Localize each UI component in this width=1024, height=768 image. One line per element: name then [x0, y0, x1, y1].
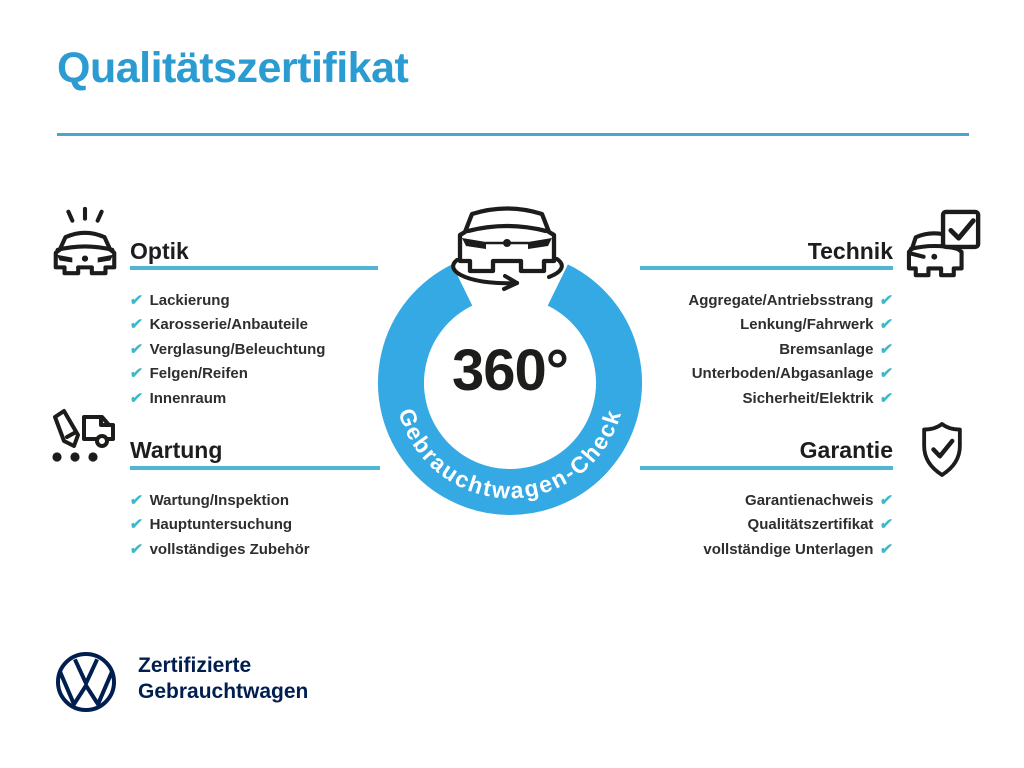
list-item	[633, 488, 893, 513]
360-check-badge	[368, 172, 652, 524]
item-label: Lackierung	[149, 291, 230, 309]
check-icon: ✔	[128, 365, 144, 383]
list-item	[130, 488, 390, 513]
title-divider	[57, 133, 969, 136]
badge-ring-label: Gebrauchtwagen-Check	[393, 404, 627, 504]
section-wartung-title: Wartung	[130, 437, 223, 463]
item-label: Wartung/Inspektion	[149, 491, 290, 509]
check-icon: ✔	[879, 540, 895, 558]
brand-line-1: Zertifizierte	[138, 654, 252, 677]
item-label: Sicherheit/Elektrik	[742, 389, 874, 407]
item-label: Hauptuntersuchung	[149, 516, 293, 534]
section-optik-divider	[130, 266, 378, 270]
section-technik-title: Technik	[807, 238, 893, 264]
list-item	[130, 537, 390, 562]
item-label: Lenkung/Fahrwerk	[740, 316, 874, 334]
badge-degrees: 360°	[452, 338, 568, 403]
item-label: Bremsanlage	[779, 340, 874, 358]
list-item	[633, 313, 893, 338]
car-checklist-icon	[906, 208, 984, 284]
item-label: Felgen/Reifen	[149, 365, 248, 383]
service-checklist-icon	[42, 404, 124, 484]
check-icon: ✔	[128, 340, 144, 358]
list-item	[633, 386, 893, 411]
shiny-car-icon	[46, 203, 124, 283]
vw-logo	[54, 650, 118, 714]
brand-line-2: Gebrauchtwagen	[138, 680, 309, 703]
check-icon: ✔	[879, 516, 895, 534]
list-item	[633, 537, 893, 562]
check-icon: ✔	[128, 389, 144, 407]
check-icon: ✔	[879, 389, 895, 407]
item-label: Qualitätszertifikat	[747, 516, 874, 534]
item-label: Innenraum	[149, 389, 227, 407]
section-garantie-divider	[640, 466, 893, 470]
item-label: Unterboden/Abgasanlage	[691, 365, 874, 383]
check-icon: ✔	[128, 291, 144, 309]
section-wartung-divider	[130, 466, 380, 470]
item-label: vollständiges Zubehör	[149, 540, 310, 558]
list-item	[633, 362, 893, 387]
list-item	[130, 337, 390, 362]
shield-check-icon	[908, 416, 976, 488]
list-item	[633, 288, 893, 313]
list-item	[130, 386, 390, 411]
item-label: vollständige Unterlagen	[703, 540, 874, 558]
check-icon: ✔	[128, 491, 144, 509]
check-icon: ✔	[128, 316, 144, 334]
item-label: Verglasung/Beleuchtung	[149, 340, 326, 358]
section-garantie-title: Garantie	[799, 437, 893, 463]
check-icon: ✔	[879, 365, 895, 383]
section-optik-title: Optik	[130, 238, 189, 264]
list-item	[130, 288, 390, 313]
technik-item-list	[633, 288, 893, 411]
list-item	[633, 513, 893, 538]
check-icon: ✔	[128, 516, 144, 534]
garantie-item-list	[633, 488, 893, 562]
list-item	[130, 513, 390, 538]
section-technik-divider	[640, 266, 893, 270]
check-icon: ✔	[128, 540, 144, 558]
item-label: Aggregate/Antriebsstrang	[688, 291, 874, 309]
item-label: Karosserie/Anbauteile	[149, 316, 308, 334]
page-title: Qualitätszertifikat	[57, 44, 409, 92]
rotating-car-icon	[453, 209, 562, 290]
check-icon: ✔	[879, 491, 895, 509]
optik-item-list	[130, 288, 390, 411]
check-icon: ✔	[879, 340, 895, 358]
check-icon: ✔	[879, 316, 895, 334]
wartung-item-list	[130, 488, 390, 562]
list-item	[633, 337, 893, 362]
item-label: Garantienachweis	[745, 491, 874, 509]
list-item	[130, 313, 390, 338]
brand-text	[138, 653, 308, 705]
list-item	[130, 362, 390, 387]
check-icon: ✔	[879, 291, 895, 309]
